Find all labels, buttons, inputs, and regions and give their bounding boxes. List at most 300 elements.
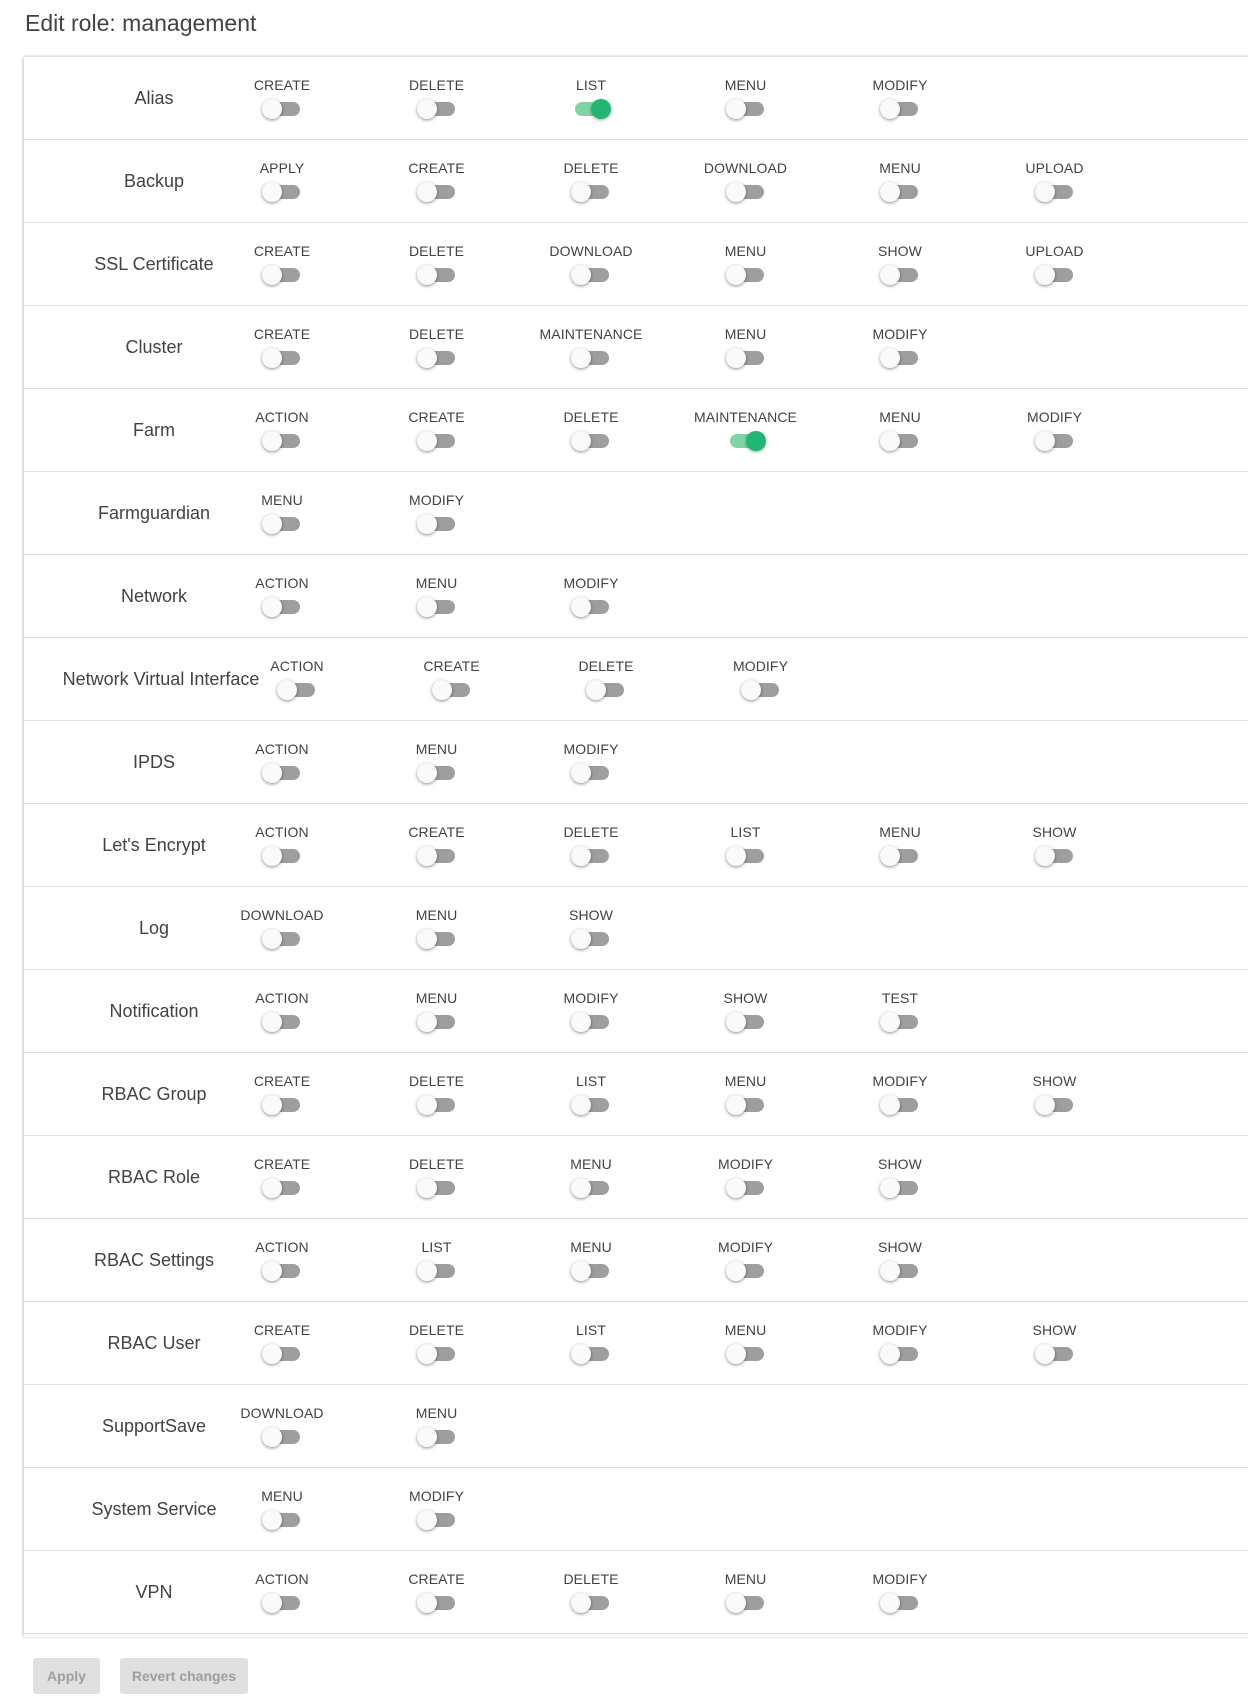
permission-label: MODIFY — [563, 575, 619, 591]
page-title: Edit role: management — [25, 10, 257, 36]
permission-toggle[interactable] — [417, 1506, 457, 1530]
permission-toggle[interactable] — [262, 510, 302, 534]
toggle-thumb — [571, 1261, 591, 1281]
permission-label: SHOW — [1032, 824, 1077, 840]
permission-toggle[interactable] — [726, 178, 766, 202]
permission-label: ACTION — [255, 741, 309, 757]
toggle-thumb — [880, 182, 900, 202]
toggle-thumb — [417, 99, 437, 119]
permission-label: DELETE — [408, 326, 465, 342]
toggle-thumb — [262, 763, 282, 783]
toggle-thumb — [880, 1261, 900, 1281]
permission-label: ACTION — [255, 824, 309, 840]
permission-toggle[interactable] — [571, 593, 611, 617]
toggle-thumb — [262, 929, 282, 949]
permission-toggle[interactable] — [262, 1506, 302, 1530]
permission-modify — [686, 658, 836, 700]
permission-create — [207, 77, 357, 119]
toggle-thumb — [571, 929, 591, 949]
permission-modify — [825, 1073, 975, 1115]
permission-label: CREATE — [253, 1156, 311, 1172]
permission-modify — [671, 1156, 821, 1198]
permission-create — [377, 658, 527, 700]
permission-maintenance — [516, 326, 666, 368]
permission-label: SHOW — [878, 1239, 922, 1255]
permission-delete — [516, 824, 666, 866]
toggle-thumb — [262, 846, 282, 866]
permission-toggle[interactable] — [417, 593, 457, 617]
permission-menu — [671, 77, 821, 119]
permission-label: MENU — [724, 1322, 767, 1338]
permission-toggle[interactable] — [880, 95, 920, 119]
permission-toggle[interactable] — [880, 1340, 920, 1364]
permission-label: DELETE — [408, 243, 465, 259]
toggle-thumb — [417, 1344, 437, 1364]
permission-toggle[interactable] — [417, 95, 457, 119]
permission-label: MODIFY — [408, 492, 465, 508]
toggle-thumb — [571, 348, 591, 368]
permission-menu — [207, 1488, 357, 1530]
permission-label: LIST — [730, 824, 761, 840]
permission-label: MENU — [724, 326, 767, 342]
permission-action — [207, 990, 357, 1032]
permission-create — [207, 1322, 357, 1364]
toggle-thumb — [1035, 182, 1055, 202]
permission-toggle[interactable] — [571, 1257, 611, 1281]
permission-toggle[interactable] — [417, 1340, 457, 1364]
toggle-thumb — [1035, 431, 1055, 451]
permission-label: ACTION — [255, 1571, 309, 1587]
permission-create — [207, 326, 357, 368]
permission-toggle[interactable] — [417, 1008, 457, 1032]
permission-toggle[interactable] — [880, 427, 920, 451]
toggle-thumb — [262, 1427, 282, 1447]
revert-changes-button[interactable]: Revert changes — [120, 1658, 248, 1694]
permission-download — [516, 243, 666, 285]
permission-toggle[interactable] — [571, 344, 611, 368]
permission-list — [516, 77, 666, 119]
permission-toggle[interactable] — [262, 842, 302, 866]
permission-toggle[interactable] — [262, 427, 302, 451]
permission-toggle[interactable] — [880, 1174, 920, 1198]
toggle-thumb — [591, 99, 611, 119]
toggle-thumb — [277, 680, 297, 700]
row-label: System Service — [91, 1499, 217, 1519]
row-label: Farmguardian — [97, 503, 211, 523]
permission-download — [671, 160, 821, 202]
toggle-thumb — [726, 182, 746, 202]
permission-toggle[interactable] — [262, 261, 302, 285]
permission-label: DOWNLOAD — [240, 1405, 324, 1421]
permission-toggle[interactable] — [571, 925, 611, 949]
permission-label: MENU — [415, 575, 458, 591]
toggle-thumb — [417, 1510, 437, 1530]
permission-toggle[interactable] — [880, 261, 920, 285]
permission-toggle[interactable] — [262, 925, 302, 949]
toggle-thumb — [262, 431, 282, 451]
permission-toggle[interactable] — [417, 1174, 457, 1198]
permission-label: MENU — [261, 1488, 303, 1504]
permission-row — [24, 970, 1248, 1053]
toggle-thumb — [1035, 1095, 1055, 1115]
permission-menu — [362, 990, 512, 1032]
toggle-thumb — [880, 846, 900, 866]
toggle-thumb — [880, 348, 900, 368]
toggle-thumb — [417, 1427, 437, 1447]
toggle-thumb — [880, 1344, 900, 1364]
permission-toggle[interactable] — [726, 95, 766, 119]
toggle-thumb — [880, 265, 900, 285]
permission-toggle[interactable] — [262, 759, 302, 783]
apply-button[interactable]: Apply — [33, 1658, 100, 1694]
row-label: SSL Certificate — [94, 254, 214, 274]
permission-menu — [362, 741, 512, 783]
permission-toggle[interactable] — [262, 178, 302, 202]
permission-label: ACTION — [255, 990, 309, 1006]
permission-toggle[interactable] — [417, 261, 457, 285]
permission-menu — [362, 1405, 512, 1447]
toggle-thumb — [726, 1012, 746, 1032]
permission-row — [24, 1302, 1248, 1385]
permission-toggle[interactable] — [262, 1257, 302, 1281]
permission-label: DOWNLOAD — [549, 243, 633, 259]
permission-label: MODIFY — [872, 1571, 928, 1587]
toggle-thumb — [880, 1012, 900, 1032]
permission-toggle[interactable] — [571, 427, 611, 451]
permission-label: MENU — [261, 492, 303, 508]
row-label: Alias — [134, 88, 174, 108]
row-label: RBAC Group — [101, 1084, 207, 1104]
permission-toggle[interactable] — [1035, 178, 1075, 202]
permission-toggle[interactable] — [262, 95, 302, 119]
permission-row — [24, 140, 1248, 223]
permission-toggle[interactable] — [417, 510, 457, 534]
toggle-thumb — [571, 846, 591, 866]
permission-menu — [516, 1239, 666, 1281]
toggle-thumb — [262, 1178, 282, 1198]
permission-toggle[interactable] — [880, 1091, 920, 1115]
permission-label: ACTION — [255, 575, 309, 591]
row-label: IPDS — [132, 752, 175, 772]
row-label: Let's Encrypt — [102, 835, 206, 855]
permission-action — [207, 1239, 357, 1281]
permission-toggle[interactable] — [262, 1589, 302, 1613]
permission-label: MODIFY — [408, 1488, 465, 1504]
permission-menu — [671, 1571, 821, 1613]
permission-toggle[interactable] — [262, 1423, 302, 1447]
permission-label: CREATE — [408, 160, 465, 176]
row-label: Backup — [123, 171, 185, 191]
permission-label: DELETE — [408, 77, 465, 93]
permission-label: MENU — [879, 824, 921, 840]
permission-toggle[interactable] — [262, 344, 302, 368]
permission-label: MENU — [415, 741, 458, 757]
permission-label: MAINTENANCE — [539, 326, 643, 342]
permission-label: LIST — [576, 1322, 606, 1338]
permission-label: ACTION — [270, 658, 324, 674]
toggle-thumb — [417, 929, 437, 949]
permission-toggle[interactable] — [726, 842, 766, 866]
permission-delete — [362, 1156, 512, 1198]
permission-toggle[interactable] — [417, 759, 457, 783]
permission-toggle[interactable] — [571, 178, 611, 202]
permission-toggle[interactable] — [726, 1589, 766, 1613]
permission-toggle[interactable] — [726, 1091, 766, 1115]
permission-list — [516, 1322, 666, 1364]
permission-toggle[interactable] — [586, 676, 626, 700]
row-label: Network — [120, 586, 187, 606]
permission-row — [24, 804, 1248, 887]
permission-create — [362, 160, 512, 202]
permission-label: MODIFY — [872, 77, 928, 93]
permission-toggle[interactable] — [726, 1008, 766, 1032]
permission-modify — [516, 990, 666, 1032]
permission-toggle[interactable] — [262, 1340, 302, 1364]
permission-toggle[interactable] — [571, 1091, 611, 1115]
permission-label: MODIFY — [872, 1073, 928, 1089]
permission-label: SHOW — [1032, 1073, 1077, 1089]
permission-toggle[interactable] — [571, 842, 611, 866]
toggle-thumb — [1035, 265, 1055, 285]
permission-label: CREATE — [408, 1571, 465, 1587]
toggle-thumb — [571, 182, 591, 202]
permission-toggle[interactable] — [1035, 261, 1075, 285]
toggle-thumb — [726, 1344, 746, 1364]
permission-label: MODIFY — [563, 990, 619, 1006]
toggle-thumb — [880, 431, 900, 451]
permission-modify — [980, 409, 1130, 451]
permission-action — [207, 824, 357, 866]
permission-action — [207, 409, 357, 451]
toggle-thumb — [262, 514, 282, 534]
toggle-thumb — [262, 1012, 282, 1032]
toggle-thumb — [571, 1593, 591, 1613]
permission-toggle[interactable] — [417, 178, 457, 202]
permission-toggle[interactable] — [880, 1257, 920, 1281]
permission-toggle[interactable] — [262, 1174, 302, 1198]
permission-toggle[interactable] — [726, 1340, 766, 1364]
toggle-thumb — [726, 1593, 746, 1613]
permission-toggle[interactable] — [571, 1340, 611, 1364]
permission-toggle[interactable] — [417, 1589, 457, 1613]
toggle-thumb — [1035, 846, 1055, 866]
toggle-thumb — [880, 99, 900, 119]
permission-create — [362, 824, 512, 866]
permission-row — [24, 638, 1248, 721]
permission-toggle[interactable] — [571, 759, 611, 783]
toggle-thumb — [417, 182, 437, 202]
permission-delete — [362, 243, 512, 285]
permission-toggle[interactable] — [880, 344, 920, 368]
permission-label: LIST — [576, 1073, 606, 1089]
permission-label: DELETE — [408, 1073, 465, 1089]
permission-label: DELETE — [563, 160, 619, 176]
permission-toggle[interactable] — [880, 1008, 920, 1032]
permission-create — [362, 1571, 512, 1613]
permission-delete — [516, 1571, 666, 1613]
permission-action — [207, 1571, 357, 1613]
permission-toggle[interactable] — [1035, 1091, 1075, 1115]
permission-menu — [671, 243, 821, 285]
permission-label: MODIFY — [563, 741, 619, 757]
row-label: RBAC User — [107, 1333, 201, 1353]
toggle-thumb — [262, 597, 282, 617]
toggle-thumb — [262, 182, 282, 202]
permission-menu — [362, 907, 512, 949]
permission-toggle[interactable] — [726, 427, 766, 451]
permission-toggle[interactable] — [726, 344, 766, 368]
permission-row — [24, 306, 1248, 389]
toggle-thumb — [262, 1095, 282, 1115]
permission-toggle[interactable] — [726, 261, 766, 285]
permission-label: MENU — [724, 243, 767, 259]
permission-download — [207, 907, 357, 949]
permission-toggle[interactable] — [417, 1091, 457, 1115]
permission-upload — [980, 160, 1130, 202]
toggle-thumb — [262, 1593, 282, 1613]
permission-toggle[interactable] — [571, 1589, 611, 1613]
permission-modify — [825, 326, 975, 368]
permission-toggle[interactable] — [741, 676, 781, 700]
permission-menu — [671, 1073, 821, 1115]
permission-row — [24, 1136, 1248, 1219]
permission-create — [362, 409, 512, 451]
toggle-thumb — [746, 431, 766, 451]
permission-label: MENU — [879, 160, 921, 176]
toggle-thumb — [880, 1095, 900, 1115]
permission-toggle[interactable] — [1035, 427, 1075, 451]
permission-label: LIST — [576, 77, 606, 93]
permission-create — [207, 1073, 357, 1115]
permission-toggle[interactable] — [880, 1589, 920, 1613]
permission-label: MENU — [724, 77, 767, 93]
permission-label: MAINTENANCE — [694, 409, 797, 425]
permission-toggle[interactable] — [417, 925, 457, 949]
permission-list — [362, 1239, 512, 1281]
permission-show — [980, 1073, 1130, 1115]
permission-toggle[interactable] — [417, 1423, 457, 1447]
permission-toggle[interactable] — [880, 178, 920, 202]
toggle-thumb — [571, 1344, 591, 1364]
permission-label: LIST — [421, 1239, 452, 1255]
permission-show — [671, 990, 821, 1032]
permission-delete — [362, 1322, 512, 1364]
permission-toggle[interactable] — [262, 1008, 302, 1032]
permission-row — [24, 389, 1248, 472]
permission-menu — [362, 575, 512, 617]
toggle-thumb — [726, 1178, 746, 1198]
permission-toggle[interactable] — [571, 261, 611, 285]
permission-label: CREATE — [253, 243, 311, 259]
toggle-thumb — [726, 348, 746, 368]
permission-label: TEST — [881, 990, 919, 1006]
row-label: Farm — [133, 420, 175, 440]
toggle-thumb — [571, 265, 591, 285]
toggle-thumb — [726, 99, 746, 119]
permission-label: SHOW — [569, 907, 613, 923]
toggle-thumb — [726, 1261, 746, 1281]
permission-label: CREATE — [408, 409, 465, 425]
permission-show — [516, 907, 666, 949]
permission-toggle[interactable] — [1035, 842, 1075, 866]
permission-modify — [362, 1488, 512, 1530]
permission-label: CREATE — [253, 1073, 311, 1089]
permission-label: DELETE — [578, 658, 634, 674]
permission-row — [24, 472, 1248, 555]
toggle-thumb — [571, 1095, 591, 1115]
permission-row — [24, 57, 1248, 140]
permission-toggle[interactable] — [417, 344, 457, 368]
permission-menu — [825, 160, 975, 202]
permission-label: MENU — [415, 907, 458, 923]
permission-toggle[interactable] — [880, 842, 920, 866]
permission-modify — [825, 1571, 975, 1613]
permission-show — [825, 1156, 975, 1198]
permission-toggle[interactable] — [277, 676, 317, 700]
toggle-thumb — [741, 680, 761, 700]
permission-menu — [207, 492, 357, 534]
toggle-thumb — [417, 1012, 437, 1032]
permission-toggle[interactable] — [432, 676, 472, 700]
toggle-thumb — [417, 1261, 437, 1281]
toggle-thumb — [571, 597, 591, 617]
permission-label: MENU — [879, 409, 921, 425]
permission-row — [24, 1219, 1248, 1302]
permission-toggle[interactable] — [262, 1091, 302, 1115]
permission-label: UPLOAD — [1025, 243, 1084, 259]
permission-modify — [516, 575, 666, 617]
permission-label: MENU — [570, 1156, 612, 1172]
permission-list — [516, 1073, 666, 1115]
toggle-thumb — [262, 348, 282, 368]
permission-label: MENU — [570, 1239, 612, 1255]
permissions-card — [24, 57, 1248, 1637]
row-label: Cluster — [125, 337, 183, 357]
toggle-thumb — [726, 846, 746, 866]
permission-label: DELETE — [408, 1156, 465, 1172]
permission-action — [207, 575, 357, 617]
permission-action — [222, 658, 372, 700]
permission-row — [24, 1551, 1248, 1634]
permission-toggle[interactable] — [262, 593, 302, 617]
permission-modify — [516, 741, 666, 783]
permission-label: APPLY — [259, 160, 305, 176]
toggle-thumb — [417, 1593, 437, 1613]
permission-toggle[interactable] — [571, 1008, 611, 1032]
permission-toggle[interactable] — [726, 1257, 766, 1281]
permission-toggle[interactable] — [417, 427, 457, 451]
permission-label: SHOW — [723, 990, 768, 1006]
permission-row — [24, 223, 1248, 306]
toggle-thumb — [571, 1012, 591, 1032]
permission-row — [24, 1385, 1248, 1468]
toggle-thumb — [432, 680, 452, 700]
permission-label: MENU — [724, 1073, 767, 1089]
permission-show — [825, 243, 975, 285]
permission-toggle[interactable] — [417, 1257, 457, 1281]
row-label: SupportSave — [101, 1416, 207, 1436]
permission-toggle[interactable] — [571, 1174, 611, 1198]
row-label: Notification — [109, 1001, 199, 1021]
permission-toggle[interactable] — [1035, 1340, 1075, 1364]
toggle-thumb — [417, 763, 437, 783]
row-label: Network Virtual Interface — [62, 669, 260, 689]
permission-toggle[interactable] — [571, 95, 611, 119]
permission-toggle[interactable] — [726, 1174, 766, 1198]
toggle-thumb — [417, 514, 437, 534]
permission-toggle[interactable] — [417, 842, 457, 866]
permission-modify — [671, 1239, 821, 1281]
